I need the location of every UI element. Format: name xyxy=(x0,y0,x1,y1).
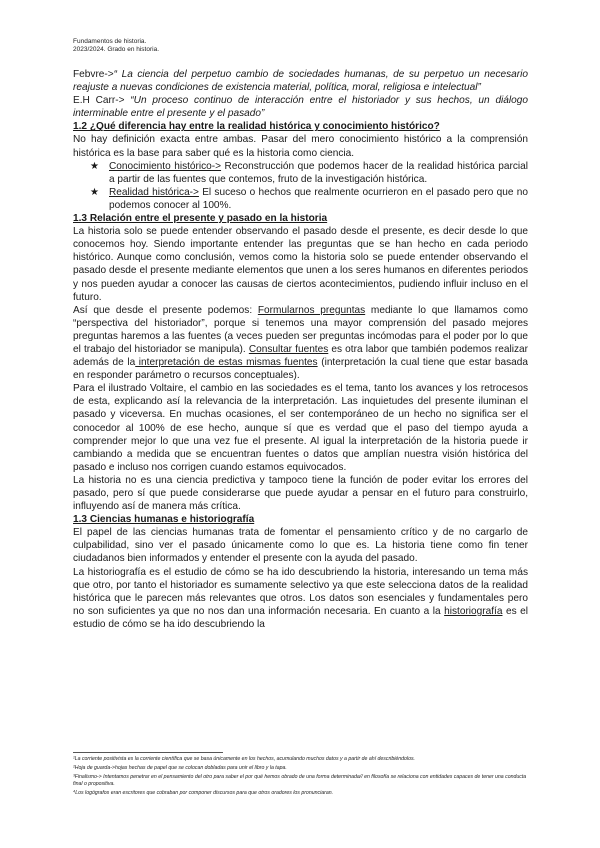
section-heading-1-3: 1.3 Relación entre el presente y pasado en la historia xyxy=(73,213,328,225)
text: (interpretación la cual tiene que estar basada en responder parámetro o recursos conceptuales). xyxy=(73,357,528,382)
underlined-term: historiografía xyxy=(444,605,503,617)
definition: El suceso o hechos que realmente ocurrieron en el pasado pero que no podemos conocer al 100%. xyxy=(109,186,528,211)
quote-text: “Un proceso continuo de interacción entre el historiador y sus hechos, un diálogo interminable entre el presente y el pasado” xyxy=(73,95,528,120)
quote-text: “ La ciencia del perpetuo cambio de sociedades humanas, de su perpetuo un necesario reajuste a nuevas condiciones de existencia material, política, moral, religiosa e intelectual” xyxy=(73,69,528,94)
underlined-term: interpretación de estas mismas fuentes xyxy=(135,357,318,369)
quote-febvre xyxy=(73,68,528,94)
paragraph: La historia solo se puede entender observando el pasado desde el presente, es decir desde lo que conocemos hoy. Siendo importante entender las preguntas que se han hecho en cada periodo histórico. Aunque como conclusión, vemos como la historia solo se puede entender observando el pasado desde el presente mediante elementos que unen a los seres humanos en diferentes periodos y nos pueden ayudar a conocer las causas de ciertos acontecimientos, pudiendo influir incluso en el futuro. xyxy=(73,226,528,303)
paragraph xyxy=(73,304,528,383)
term: Conocimiento histórico-> xyxy=(109,160,222,172)
text: La historiografía es el estudio de cómo se ha ido descubriendo la historia, interesando un tema más que otro, por tanto el historiador es sumamente selectivo ya que este selecciona datos de la realidad histórica que le parecen más relevantes que otros. Los datos son esenciales y fundamentales pero no son suficientes ya que no nos dan una información necesaria. En cuanto a la xyxy=(73,566,528,617)
text: Así que desde el presente podemos: xyxy=(73,304,258,316)
quote-author: E.H Carr-> xyxy=(73,95,125,107)
document-body xyxy=(73,68,528,631)
section-heading-1-2: 1.2 ¿Qué diferencia hay entre la realidad histórica y conocimiento histórico? xyxy=(73,121,440,133)
text: mediante lo que llamamos como “perspectiva del historiador”, porque si tenemos una mayor comprensión del pasado mejores preguntas haremos a las fuentes (a veces pueden ser preguntas incómodas para el poder por lo que el trabajo del historiador se manipula). xyxy=(73,304,528,355)
footnote: ¹La corriente positivista es la corriente científica que se basa únicamente en los hechos, acumulando muchos datos y a partir de ahí describiéndolos. xyxy=(73,756,415,762)
footnote-divider xyxy=(73,752,223,753)
section-heading-ciencias: 1.3 Ciencias humanas e historiografía xyxy=(73,514,255,526)
star-icon: ★ xyxy=(90,186,99,198)
footnotes xyxy=(73,756,528,798)
bullet-conocimiento xyxy=(73,160,528,186)
header-year: 2023/2024. Grado en historia. xyxy=(73,46,160,53)
underlined-term: Formularnos preguntas xyxy=(257,304,366,316)
footnote: ³Finalismo-> Intentamos penetrar en el pensamiento del otro para saber el por qué hemos obrado de una forma determinada// en filosofía se relaciona con entidades capaces de tener una conducta final o propositiva. xyxy=(73,773,527,787)
underlined-term: Consultar fuentes xyxy=(248,343,329,355)
paragraph: No hay definición exacta entre ambas. Pasar del mero conocimiento histórico a la comprensión histórica es la base para saber qué es la historia como ciencia. xyxy=(73,134,528,159)
bullet-realidad xyxy=(73,186,528,212)
text: es otra labor que también podemos realizar además de la xyxy=(73,343,528,369)
paragraph: La historia no es una ciencia predictiva y tampoco tiene la función de poder evitar los errores del pasado, pero sí que puede considerarse que puede ayudar a pensar en el futuro para construirlo, influyendo así de manera más crítica. xyxy=(73,474,528,513)
quote-author: Febvre-> xyxy=(73,69,114,80)
paragraph: El papel de las ciencias humanas trata de fomentar el pensamiento crítico y de no cargarlo de culpabilidad, sino ver el pasado únicamente como lo que es. La historia tiene como fin tener ciudadanos bien informados y entender el presente con la ayuda del pasado. xyxy=(73,527,528,565)
text: es el estudio de cómo se ha ido descubriendo la xyxy=(73,605,528,630)
star-icon: ★ xyxy=(90,160,99,172)
footnote: ⁴Los logógrafos eran escritores que cobraban por componer discursos para que otros oradores los pronunciaran. xyxy=(73,789,334,796)
quote-carr xyxy=(73,94,528,120)
definition: Reconstrucción que podemos hacer de la realidad histórica parcial a partir de las fuentes que contemos, fruto de la investigación histórica. xyxy=(109,160,528,185)
paragraph xyxy=(73,566,528,631)
header-course: Fundamentos de historia. xyxy=(73,38,147,45)
paragraph: Para el ilustrado Voltaire, el cambio en las sociedades es el tema, tanto los avances y los retrocesos de esta, explicando así la relevancia de la interpretación. Las inquietudes del presente iluminan el pasado y viceversa. En muchas ocasiones, el ser contemporáneo de un hecho no significa ser el conocedor al 100% de ese hecho, aunque sí que es verdad que el paso del tiempo ayuda a comprender mejor lo que una vez fue el presente. Al igual la interpretación de la historia puede ir cambiando a medida que se encuentran fuentes o datos que amplían nuestra visión histórica del pasado e incluso nos corrigen cuando estamos equivocados. xyxy=(73,383,528,473)
footnote: ²Hoja de guarda->hojas hechas de papel que se colocan dobladas para unir el libro y la tapa. xyxy=(73,764,287,771)
term: Realidad histórica-> xyxy=(109,186,199,198)
